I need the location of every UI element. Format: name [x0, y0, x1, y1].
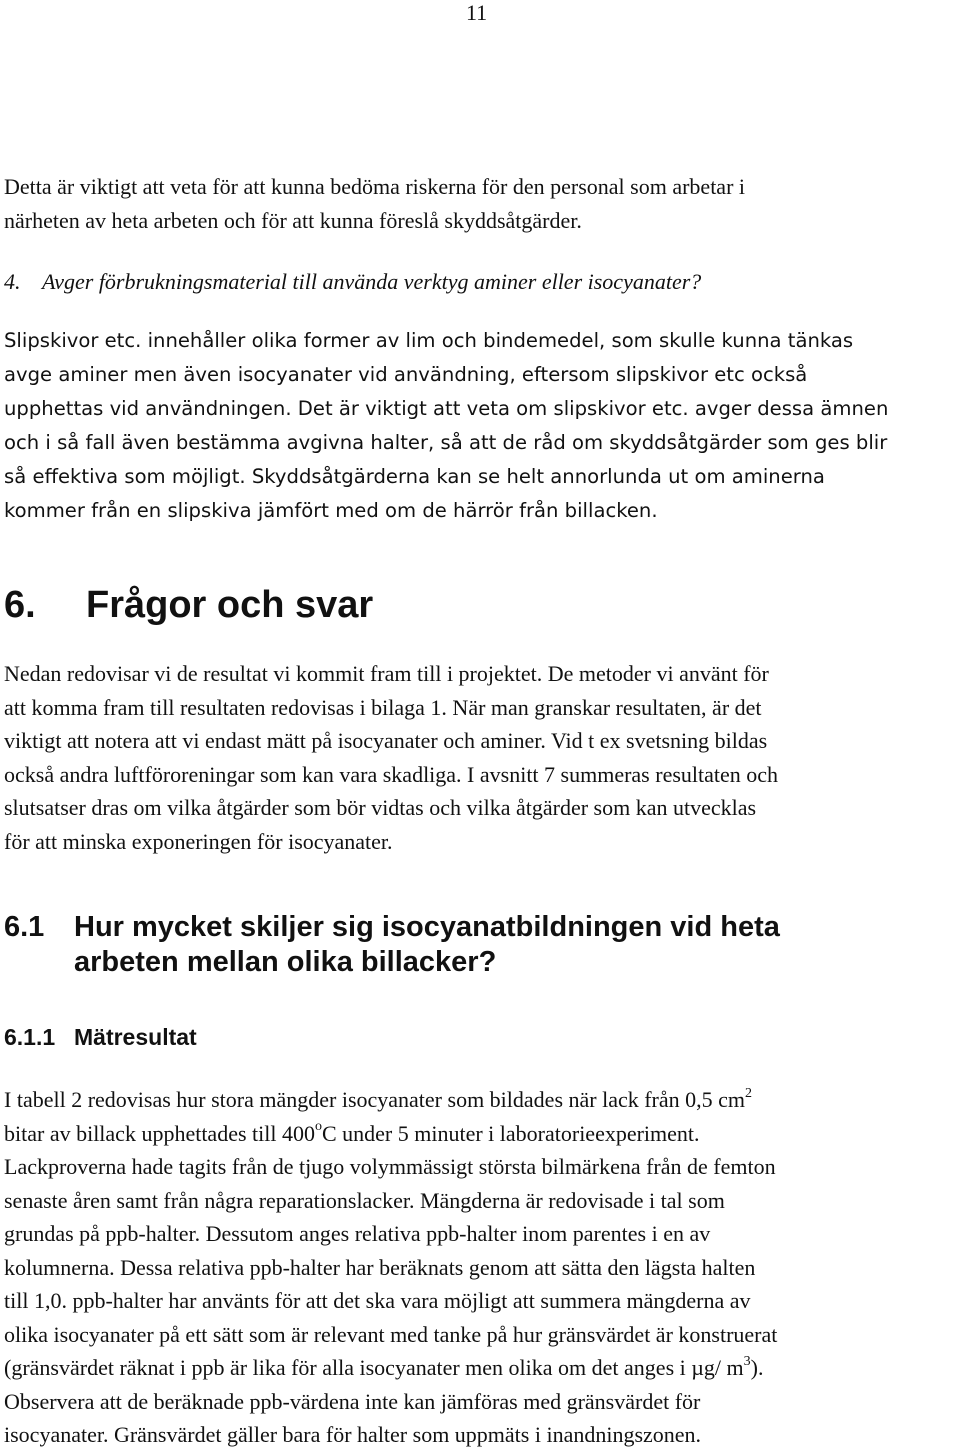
text-line: kommer från en slipskiva jämfört med om de härrör från billacken. — [4, 499, 658, 522]
text-line: Observera att de beräknade ppb-värdena inte kan jämföras med gränsvärdet för — [4, 1388, 701, 1414]
section-number: 6. — [4, 584, 36, 626]
results-intro-paragraph — [4, 657, 956, 858]
text-line — [4, 1083, 956, 1117]
text-span: I tabell 2 redovisas hur stora mängder isocyanater som bildades när lack från 0,5 cm — [4, 1087, 746, 1112]
text-line: och i så fall även bestämma avgivna halter, så att de råd om skyddsåtgärder som ges blir — [4, 431, 888, 454]
text-line: grundas på ppb-halter. Dessutom anges relativa ppb-halter inom parentes i en av — [4, 1221, 711, 1246]
superscript: o — [314, 1119, 322, 1135]
text-line: upphettas vid användningen. Det är viktigt att veta om slipskivor etc. avger dessa ämnen — [4, 397, 889, 420]
measurement-paragraph — [4, 1083, 956, 1452]
text-line: för att minska exponeringen för isocyanater. — [4, 828, 393, 854]
slipskivor-paragraph — [4, 324, 956, 528]
superscript: 3 — [743, 1353, 751, 1369]
text-line: närheten av heta arbeten och för att kunna föreslå skyddsåtgärder. — [4, 207, 582, 233]
text-line: Lackproverna hade tagits från de tjugo volymmässigt största bilmärkena från de femton — [4, 1154, 776, 1179]
superscript: 2 — [745, 1085, 753, 1101]
section-heading-6-1-1 — [4, 1023, 956, 1051]
page-number: 11 — [466, 0, 488, 25]
text-line: kolumnerna. Dessa relativa ppb-halter har beräknats genom att sätta den lägsta halten — [4, 1254, 756, 1280]
question-line — [4, 265, 956, 299]
text-line: avge aminer men även isocyanater vid användning, eftersom slipskivor etc också — [4, 363, 808, 386]
text-line: Nedan redovisar vi de resultat vi kommit fram till i projektet. De metoder vi använt för — [4, 661, 769, 686]
text-line: olika isocyanater på ett sätt som är relevant med tanke på hur gränsvärdet är konstruerat — [4, 1321, 778, 1347]
text-line — [4, 1117, 956, 1151]
text-line: isocyanater. Gränsvärdet gäller bara för halter som uppmäts i inandningszonen. — [4, 1422, 702, 1447]
section-heading-6 — [4, 583, 956, 627]
section-title: Frågor och svar — [86, 584, 374, 626]
text-span: (gränsvärdet räknat i ppb är lika för alla isocyanater men olika om det anges i µg/ m — [4, 1355, 744, 1380]
section-heading-6-1 — [4, 910, 956, 980]
text-line: att komma fram till resultaten redovisas i bilaga 1. När man granskar resultaten, är det — [4, 694, 762, 720]
question-4 — [4, 265, 956, 299]
text-line: senaste åren samt från några reparationslacker. Mängderna är redovisade i tal som — [4, 1187, 725, 1213]
text-line: Detta är viktigt att veta för att kunna bedöma riskerna för den personal som arbetar i — [4, 174, 746, 199]
section-title-line: arbeten mellan olika billacker? — [74, 946, 497, 978]
text-line — [4, 1351, 956, 1385]
text-span: ). — [750, 1355, 764, 1380]
text-line: slutsatser dras om vilka åtgärder som bör vidtas och vilka åtgärder som kan utvecklas — [4, 795, 757, 820]
section-number: 6.1.1 — [4, 1024, 56, 1050]
section-title: Mätresultat — [74, 1024, 197, 1050]
intro-paragraph — [4, 170, 956, 237]
text-line: till 1,0. ppb-halter har använts för att det ska vara möjligt att summera mängderna av — [4, 1288, 751, 1313]
text-line: så effektiva som möjligt. Skyddsåtgärderna kan se helt annorlunda ut om aminerna — [4, 465, 825, 488]
text-span: C under 5 minuter i laboratorieexperiment. — [321, 1120, 700, 1146]
text-line: också andra luftföroreningar som kan vara skadliga. I avsnitt 7 summeras resultaten och — [4, 761, 779, 787]
text-line: Slipskivor etc. innehåller olika former av lim och bindemedel, som skulle kunna tänkas — [4, 329, 854, 352]
section-title-line: Hur mycket skiljer sig isocyanatbildningen vid heta — [74, 911, 780, 943]
text-span: bitar av billack upphettades till 400 — [4, 1120, 315, 1146]
question-number: 4. — [4, 269, 21, 294]
question-text: Avger förbrukningsmaterial till använda verktyg aminer eller isocyanater? — [42, 269, 702, 294]
section-number: 6.1 — [4, 911, 45, 943]
text-line: viktigt att notera att vi endast mätt på isocyanater och aminer. Vid t ex svetsning bildas — [4, 728, 768, 753]
